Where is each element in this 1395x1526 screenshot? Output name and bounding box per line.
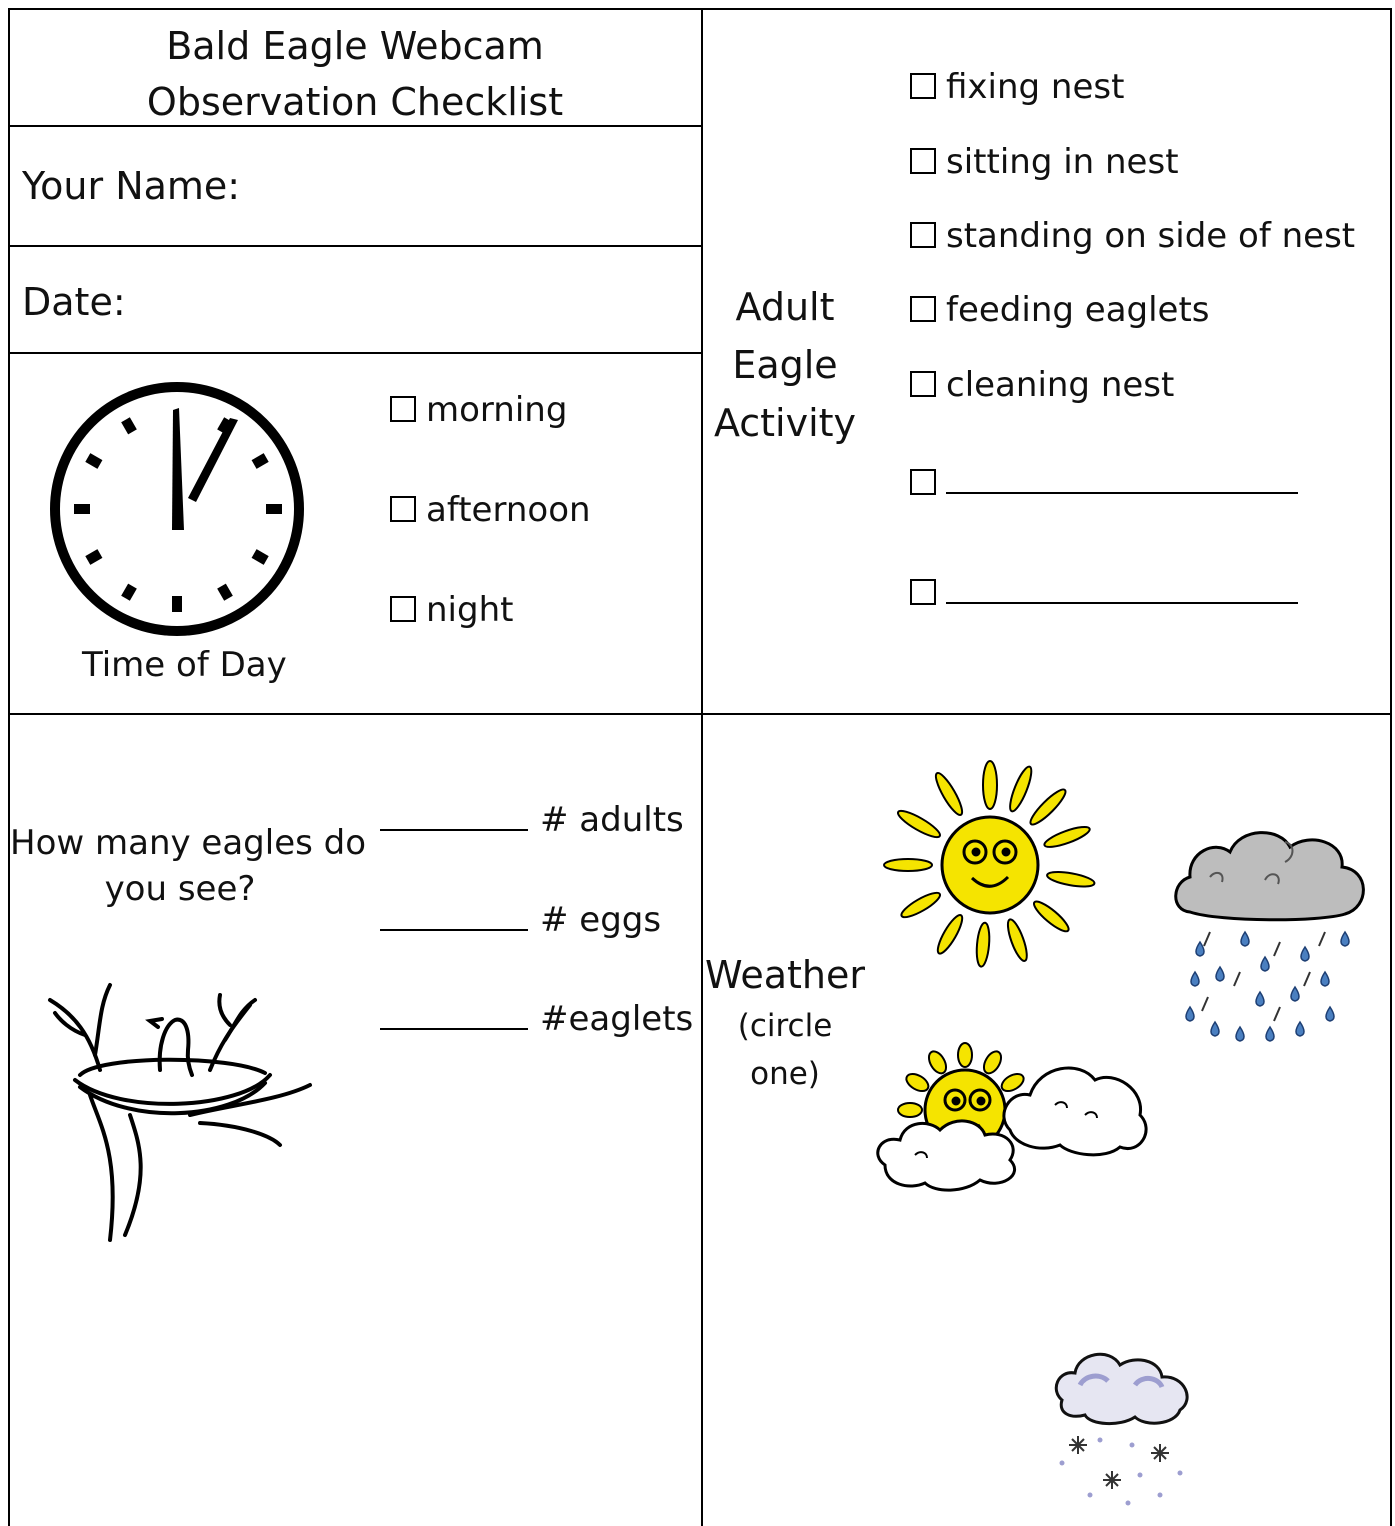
name-label: Your Name: <box>22 164 241 208</box>
activity-option-fixing-nest[interactable]: fixing nest <box>910 67 1124 107</box>
border-left <box>8 8 10 1526</box>
weather-label: Weather (circle one) <box>705 953 865 1092</box>
count-eaglets[interactable]: #eaglets <box>380 994 693 1039</box>
border-top <box>8 8 1392 10</box>
time-option-night[interactable]: night <box>390 590 513 630</box>
sun-icon[interactable] <box>875 760 1105 970</box>
adult-activity-label: Adult Eagle Activity <box>713 285 857 445</box>
checkbox-icon[interactable] <box>910 469 936 495</box>
title-line-2: Observation Checklist <box>146 80 564 124</box>
blank-line[interactable] <box>946 462 1298 494</box>
checkbox-icon[interactable] <box>910 148 936 174</box>
title-line-1: Bald Eagle Webcam <box>166 24 544 68</box>
nest-icon <box>40 975 315 1245</box>
date-label: Date: <box>22 280 126 324</box>
activity-option-feeding[interactable]: feeding eaglets <box>910 290 1210 330</box>
checkbox-icon[interactable] <box>390 596 416 622</box>
checkbox-icon[interactable] <box>910 73 936 99</box>
divider-name <box>8 245 702 247</box>
activity-option-blank-2[interactable] <box>910 572 1298 613</box>
divider-middle <box>8 713 1392 715</box>
checkbox-icon[interactable] <box>910 222 936 248</box>
checkbox-icon[interactable] <box>910 579 936 605</box>
checkbox-icon[interactable] <box>910 296 936 322</box>
time-of-day-caption: Time of Day <box>82 645 287 685</box>
blank-line[interactable] <box>380 795 528 831</box>
blank-line[interactable] <box>380 895 528 931</box>
time-option-morning[interactable]: morning <box>390 390 567 430</box>
blank-line[interactable] <box>380 994 528 1030</box>
checkbox-icon[interactable] <box>910 371 936 397</box>
activity-option-cleaning[interactable]: cleaning nest <box>910 365 1174 405</box>
activity-option-blank-1[interactable] <box>910 462 1298 503</box>
activity-option-standing[interactable]: standing on side of nest <box>910 216 1355 256</box>
partly-cloudy-icon[interactable] <box>870 1035 1155 1195</box>
count-question: How many eagles do you see? <box>10 823 367 909</box>
snow-cloud-icon[interactable] <box>1050 1345 1195 1515</box>
count-adults[interactable]: # adults <box>380 795 684 840</box>
checkbox-icon[interactable] <box>390 496 416 522</box>
clock-icon <box>48 380 308 640</box>
page-title <box>10 18 700 130</box>
count-eggs[interactable]: # eggs <box>380 895 661 940</box>
blank-line[interactable] <box>946 572 1298 604</box>
time-option-afternoon[interactable]: afternoon <box>390 490 591 530</box>
activity-option-sitting[interactable]: sitting in nest <box>910 142 1179 182</box>
rain-cloud-icon[interactable] <box>1170 822 1380 1052</box>
divider-vertical <box>701 8 703 1526</box>
border-right <box>1390 8 1392 1526</box>
divider-date <box>8 352 702 354</box>
checkbox-icon[interactable] <box>390 396 416 422</box>
